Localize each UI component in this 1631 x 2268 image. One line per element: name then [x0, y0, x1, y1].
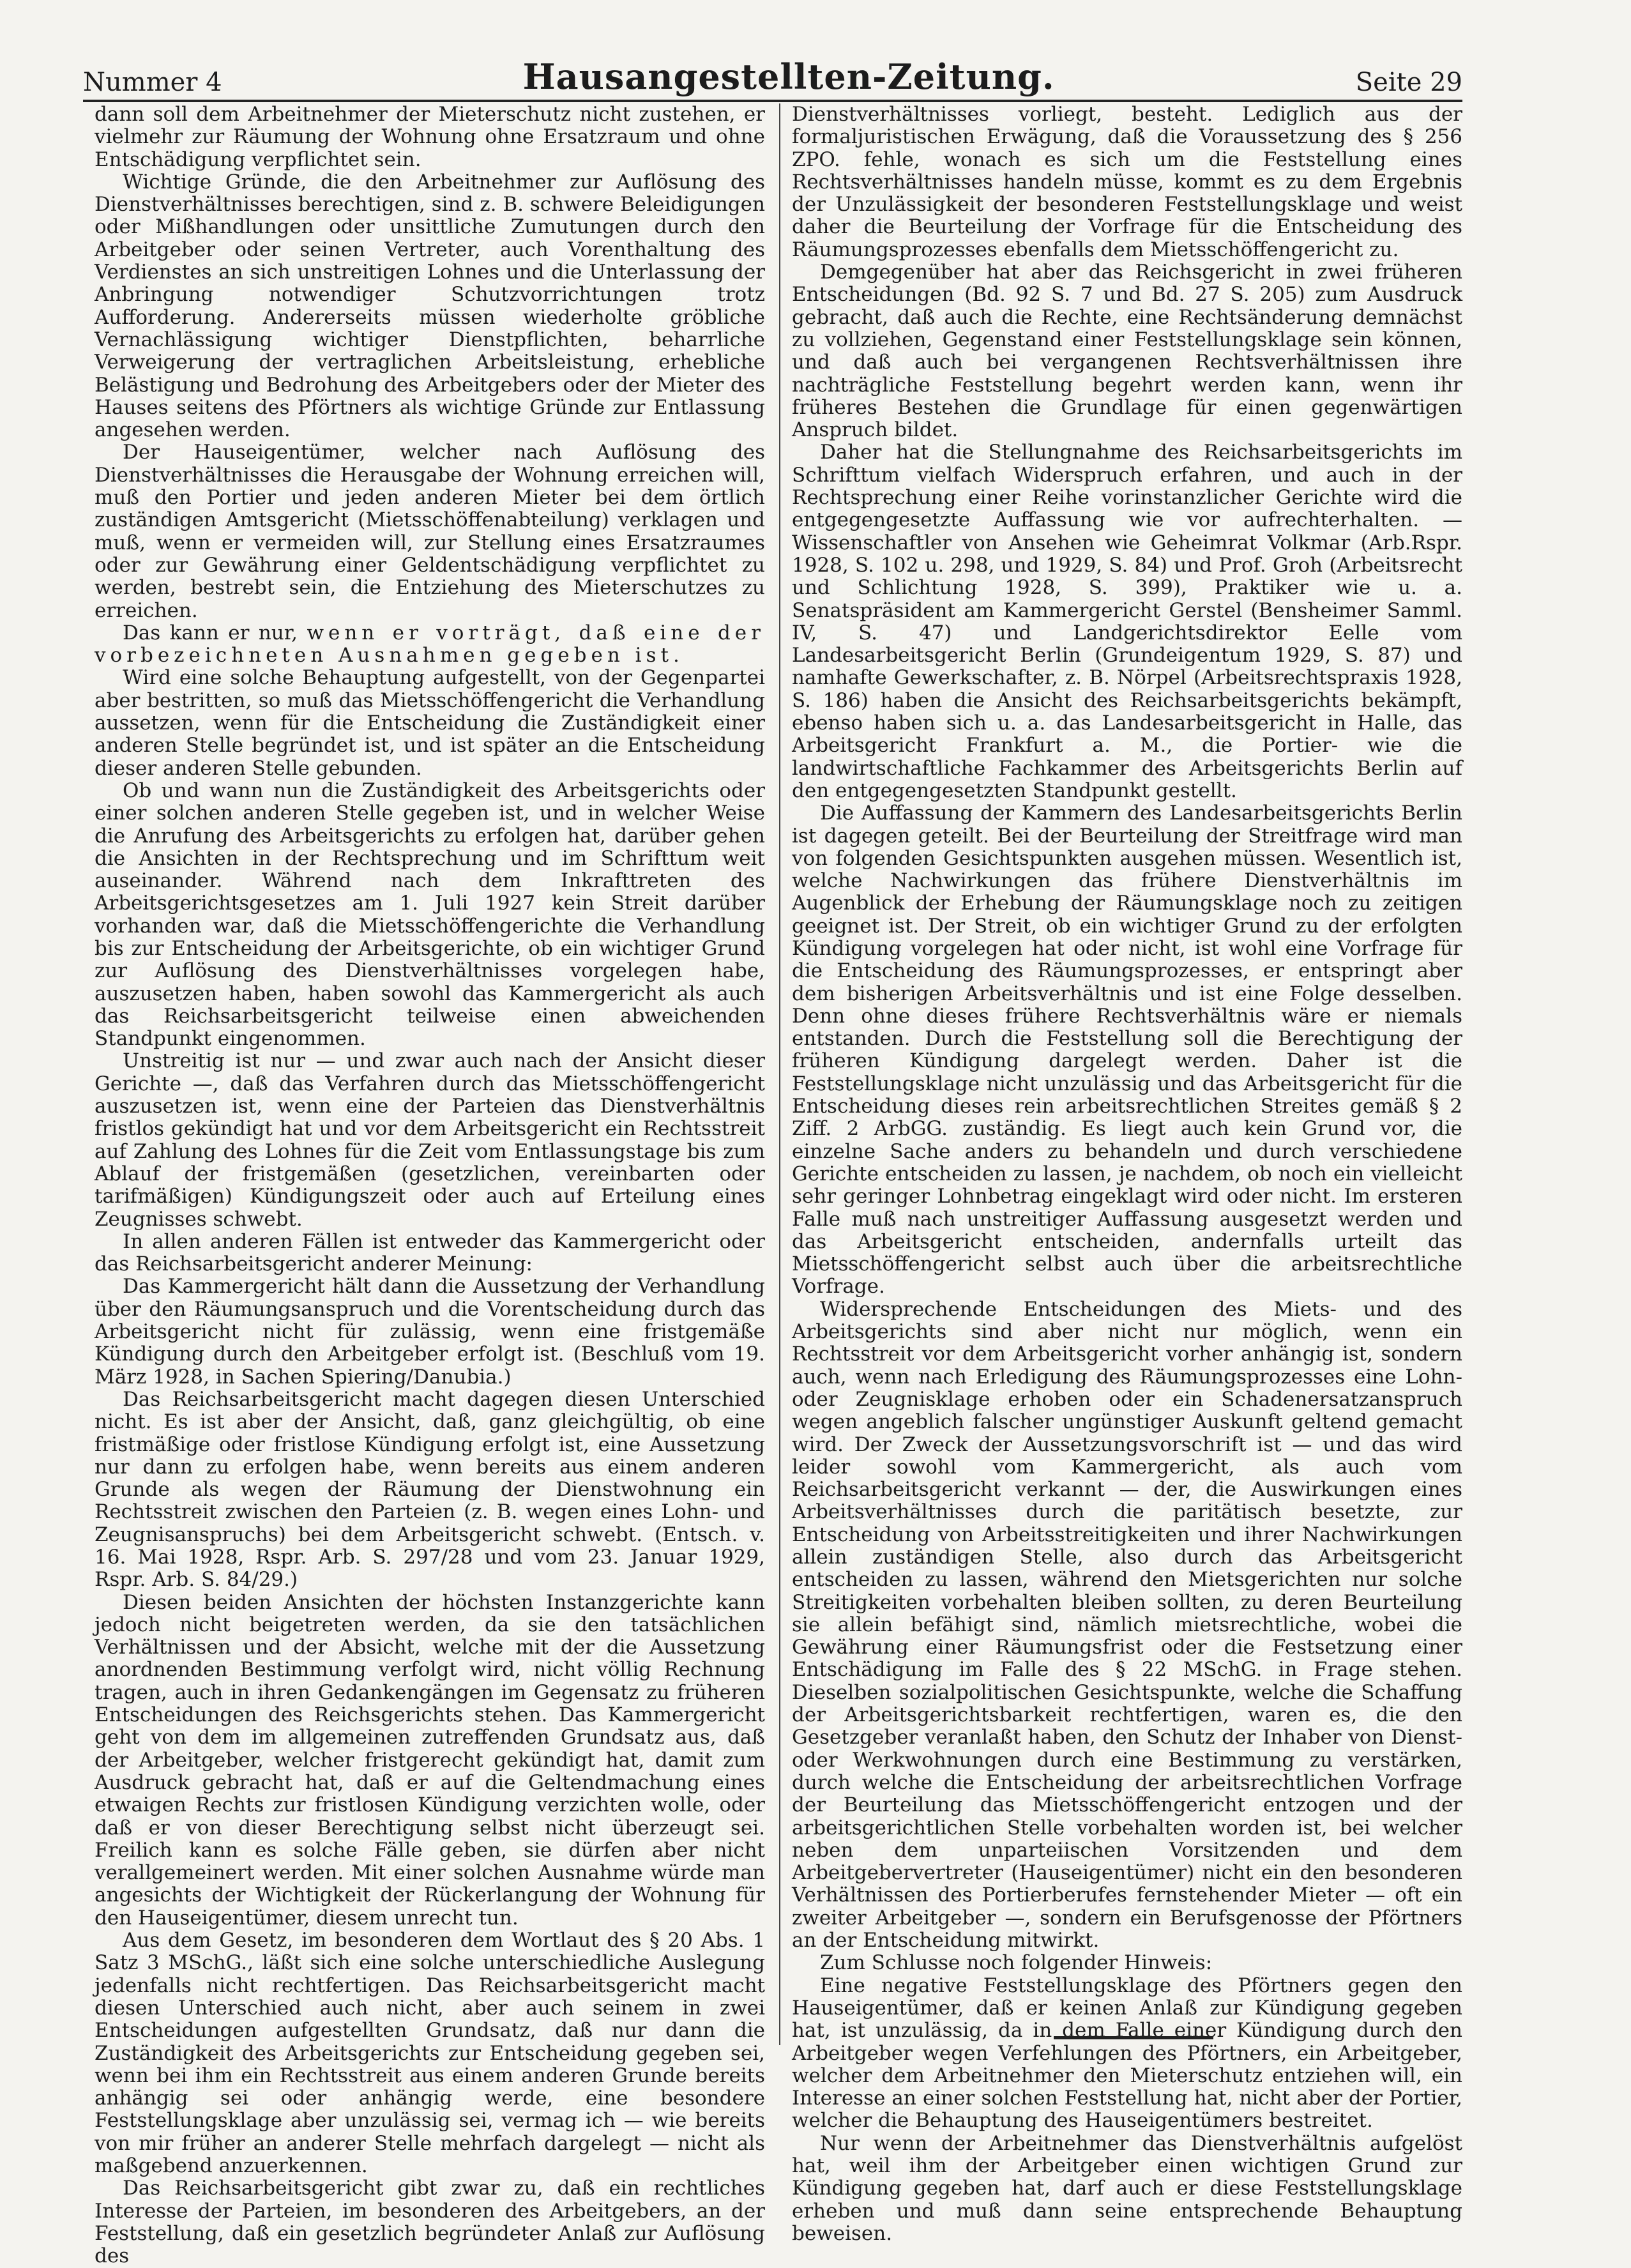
paragraph: Dienstverhältnisses vorliegt, besteht. Lediglich aus der formaljuristischen Erwägung, daß die Voraussetzung des § 256 ZPO. fehle, wonach es sich um die Feststellung eines Rechtsverhältnisses handeln müsse, kommt es zu dem Ergebnis der Unzulässigkeit der besonderen Feststellungsklage und weist daher die Beurteilung der Vorfrage für die Entscheidung des Räumungsprozesses ebenfalls dem Mietsschöffengericht zu.	[792, 103, 1462, 261]
paragraph: Die Auffassung der Kammern des Landesarbeitsgerichts Berlin ist dagegen geteilt. Bei der Beurteilung der Streitfrage wird man von folgenden Gesichtspunkten ausgehen müssen. Wesentlich ist, welche Nachwirkungen das frühere Dienstverhältnis im Augenblick der Erhebung der Räumungsklage noch zu zeitigen geeignet ist. Der Streit, ob ein wichtiger Grund zu der erfolgten Kündigung vorgelegen hat oder nicht, ist wohl eine Vorfrage für die Entscheidung des Räumungsprozesses, er entspringt aber dem bisherigen Arbeitsverhältnis und ist eine Folge desselben. Denn ohne dieses frühere Rechtsverhältnis wäre er niemals entstanden. Durch die Feststellung soll die Berechtigung der früheren Kündigung dargelegt werden. Daher ist die Feststellungsklage nicht unzulässig und das Arbeitsgericht für die Entscheidung dieses rein arbeitsrechtlichen Streites gemäß § 2 Ziff. 2 ArbGG. zuständig. Es liegt auch kein Grund vor, die einzelne Sache anders zu behandeln und durch verschiedene Gerichte entscheiden zu lassen, je nachdem, ob noch ein vielleicht sehr geringer Lohnbetrag eingeklagt wird oder nicht. Im ersteren Falle muß nach unstreitiger Auffassung ausgesetzt werden und das Arbeitsgericht entscheiden, andernfalls urteilt das Mietsschöffengericht selbst auch über die arbeitsrechtliche Vorfrage.	[792, 802, 1462, 1298]
header-rule	[83, 100, 1462, 102]
paragraph: dann soll dem Arbeitnehmer der Mieterschutz nicht zustehen, er vielmehr zur Räumung der Wohnung ohne Ersatzraum und ohne Entschädigung verpflichtet sein.	[95, 103, 765, 171]
right-column	[792, 103, 1462, 2245]
newspaper-title: Hausangestellten-Zeitung.	[522, 56, 1055, 97]
paragraph: Nur wenn der Arbeitnehmer das Dienstverhältnis aufgelöst hat, weil ihm der Arbeitgeber einen wichtigen Grund zur Kündigung gegeben hat, darf auch er diese Feststellungsklage erheben und muß dann seine entsprechende Behauptung beweisen.	[792, 2131, 1462, 2245]
paragraph: In allen anderen Fällen ist entweder das Kammergericht oder das Reichsarbeitsgericht anderer Meinung:	[95, 1229, 765, 1276]
paragraph: Unstreitig ist nur — und zwar auch nach der Ansicht dieser Gerichte —, daß das Verfahren durch das Mietsschöffengericht auszusetzen ist, wenn eine der Parteien das Dienstverhältnis fristlos gekündigt hat und vor dem Arbeitsgericht ein Rechtsstreit auf Zahlung des Lohnes für die Zeit vom Entlassungstage bis zum Ablauf der fristgemäßen (gesetzlichen, vereinbarten oder tarifmäßigen) Kündigungszeit oder auch auf Erteilung eines Zeugnisses schwebt.	[95, 1049, 765, 1231]
paragraph: Diesen beiden Ansichten der höchsten Instanzgerichte kann jedoch nicht beigetreten werden, da sie den tatsächlichen Verhältnissen und der Absicht, welche mit der die Aussetzung anordnenden Bestimmung verfolgt wird, nicht völlig Rechnung tragen, auch in ihren Gedankengängen im Gegensatz zu früheren Entscheidungen des Reichsgerichts stehen. Das Kammergericht geht von dem im allgemeinen zutreffenden Grundsatz aus, daß der Arbeitgeber, welcher fristgerecht gekündigt hat, damit zum Ausdruck gebracht hat, daß er auf die Geltendmachung eines etwaigen Rechts zur fristlosen Kündigung verzichten wolle, oder daß er von dieser Berechtigung selbst nicht überzeugt sei. Freilich kann es solche Fälle geben, sie dürfen aber nicht verallgemeinert werden. Mit einer solchen Ausnahme würde man angesichts der Wichtigkeit der Rückerlangung der Wohnung für den Hauseigentümer, diesem unrecht tun.	[95, 1590, 765, 1929]
page-number: Seite 29	[1355, 68, 1462, 97]
page-header	[83, 33, 1462, 97]
paragraph: Das Reichsarbeitsgericht gibt zwar zu, daß ein rechtliches Interesse der Parteien, im besonderen des Arbeitgebers, an der Feststellung, daß ein gesetzlich begründeter Anlaß zur Auflösung des	[95, 2177, 765, 2268]
article-end-rule	[1054, 2036, 1213, 2039]
paragraph: Das Reichsarbeitsgericht macht dagegen diesen Unterschied nicht. Es ist aber der Ansicht, daß, ganz gleichgültig, ob eine fristmäßige oder fristlose Kündigung erfolgt ist, eine Aussetzung nur dann zu erfolgen habe, wenn bereits aus einem anderen Grunde als wegen der Räumung der Dienstwohnung ein Rechtsstreit zwischen den Parteien (z. B. wegen eines Lohn- und Zeugnisanspruchs) bei dem Arbeitsgericht schwebt. (Entsch. v. 16. Mai 1928, Rspr. Arb. S. 297/28 und vom 23. Januar 1929, Rspr. Arb. S. 84/29.)	[95, 1387, 765, 1592]
left-column	[95, 103, 765, 2268]
paragraph: Widersprechende Entscheidungen des Miets- und des Arbeitsgerichts sind aber nicht nur möglich, wenn ein Rechtsstreit vor dem Arbeitsgericht vorher anhängig ist, sondern auch, wenn nach Erledigung des Räumungsprozesses eine Lohn- oder Zeugnisklage erhoben oder ein Schadenersatzanspruch wegen angeblich falscher ungünstiger Auskunft geltend gemacht wird. Der Zweck der Aussetzungsvorschrift ist — und das wird leider sowohl vom Kammergericht, als auch vom Reichsarbeitsgericht verkannt — der, die Auswirkungen eines Arbeitsverhältnisses durch die paritätisch besetzte, zur Entscheidung von Arbeitsstreitigkeiten und ihrer Nachwirkungen allein zuständigen Stelle, also durch das Arbeitsgericht entscheiden zu lassen, während den Mietsgerichten nur solche Streitigkeiten vorbehalten bleiben sollten, zu deren Beurteilung sie allein befähigt sind, nämlich mietsrechtliche, wobei die Gewährung einer Räumungsfrist oder die Festsetzung einer Entschädigung im Falle des § 22 MSchG. in Frage stehen. Dieselben sozialpolitischen Gesichtspunkte, welche die Schaffung der Arbeitsgerichtsbarkeit rechtfertigen, waren es, die den Gesetzgeber veranlaßt haben, den Schutz der Inhaber von Dienst- oder Werkwohnungen durch eine Bestimmung zu verstärken, durch welche die Entscheidung der arbeitsrechtlichen Vorfrage der Beurteilung das Mietsschöffengericht entzogen und der arbeitsgerichtlichen Stelle vorbehalten worden ist, bei welcher neben dem unparteiischen Vorsitzenden und dem Arbeitgebervertreter (Hauseigentümer) nicht ein den besonderen Verhältnissen des Portierberufes fernstehender Mieter — oft ein zweiter Arbeitgeber —, sondern ein Berufsgenosse der Pförtners an der Entscheidung mitwirkt.	[792, 1297, 1462, 1952]
paragraph: Wichtige Gründe, die den Arbeitnehmer zur Auflösung des Dienstverhältnisses berechtigen, sind z. B. schwere Beleidigungen oder Mißhandlungen oder unsittliche Zumutungen durch den Arbeitgeber oder seinen Vertreter, auch Vorenthaltung des Verdienstes an sich unstreitigen Lohnes und die Unterlassung der Anbringung notwendiger Schutzvorrichtungen trotz Aufforderung. Andererseits müssen wiederholte gröbliche Vernachlässigung wichtiger Dienstpflichten, beharrliche Verweigerung der vertraglichen Arbeitsleistung, erhebliche Belästigung und Bedrohung des Arbeitgebers oder der Mieter des Hauses seitens des Pförtners als wichtige Gründe zur Entlassung angesehen werden.	[95, 170, 765, 442]
paragraph: Wird eine solche Behauptung aufgestellt, von der Gegenpartei aber bestritten, so muß das Mietsschöffengericht die Verhandlung aussetzen, wenn für die Entscheidung die Zuständigkeit einer anderen Stelle begründet ist, und ist später an die Entscheidung dieser anderen Stelle gebunden.	[95, 666, 765, 780]
paragraph: Daher hat die Stellungnahme des Reichsarbeitsgerichts im Schrifttum vielfach Widerspruch erfahren, und auch in der Rechtsprechung einer Reihe vorinstanzlicher Gerichte wird die entgegengesetzte Auffassung wie vor aufrechterhalten. — Wissenschaftler von Ansehen wie Geheimrat Volkmar (Arb.Rspr. 1928, S. 102 u. 298, und 1929, S. 84) und Prof. Groh (Arbeitsrecht und Schlichtung 1928, S. 399), Praktiker wie u. a. Senatspräsident am Kammergericht Gerstel (Bensheimer Samml. IV, S. 47) und Landgerichtsdirektor Eelle vom Landesarbeitsgericht Berlin (Grundeigentum 1929, S. 87) und namhafte Gewerkschafter, z. B. Nörpel (Arbeitsrechtspraxis 1928, S. 186) haben die Ansicht des Reichsarbeitsgerichts bekämpft, ebenso haben sich u. a. das Landesarbeitsgericht in Halle, das Arbeitsgericht Frankfurt a. M., die Portier- wie die landwirtschaftliche Fachkammer des Arbeitsgerichts Berlin auf den entgegengesetzten Standpunkt gestellt.	[792, 441, 1462, 802]
paragraph: Eine negative Feststellungsklage des Pförtners gegen den Hauseigentümer, daß er keinen Anlaß zur Kündigung gegeben hat, ist unzulässig, da in dem Falle einer Kündigung durch den Arbeitgeber wegen Verfehlungen des Pförtners, ein Arbeitgeber, welcher dem Arbeitnehmer den Mieterschutz entziehen will, ein Interesse an einer solchen Feststellung hat, nicht aber der Portier, welcher die Behauptung des Hauseigentümers bestreitet.	[792, 1974, 1462, 2133]
paragraph: Der Hauseigentümer, welcher nach Auflösung des Dienstverhältnisses die Herausgabe der Wohnung erreichen will, muß den Portier und jeden anderen Mieter bei dem örtlich zuständigen Amtsgericht (Mietsschöffenabteilung) verklagen und muß, wenn er vermeiden will, zur Stellung eines Ersatzraumes oder zur Gewährung einer Geldentschädigung verpflichtet zu werden, bestrebt sein, die Entziehung des Mieterschutzes zu erreichen.	[95, 441, 765, 622]
emphasis-intro: Das kann er nur,	[123, 621, 307, 644]
paragraph: Das Kammergericht hält dann die Aussetzung der Verhandlung über den Räumungsanspruch und die Vorentscheidung durch das Arbeitsgericht nicht für zulässig, wenn eine fristgemäße Kündigung durch den Arbeitgeber erfolgt ist. (Beschluß vom 19. März 1928, in Sachen Spiering/Danubia.)	[95, 1275, 765, 1389]
column-divider	[779, 103, 780, 2045]
paragraph: Demgegenüber hat aber das Reichsgericht in zwei früheren Entscheidungen (Bd. 92 S. 7 und Bd. 27 S. 205) zum Ausdruck gebracht, daß auch die Rechte, eine Rechtsänderung demnächst zu vollziehen, Gegenstand einer Feststellungsklage sein können, und daß auch bei vergangenen Rechtsverhältnissen ihre nachträgliche Feststellung begehrt werden kann, wenn ihr früheres Bestehen die Grundlage für einen gegenwärtigen Anspruch bildet.	[792, 261, 1462, 442]
paragraph-emphasis	[95, 622, 765, 667]
paragraph: Zum Schlusse noch folgender Hinweis:	[820, 1951, 1213, 1975]
issue-number: Nummer 4	[83, 68, 222, 97]
paragraph: Aus dem Gesetz, im besonderen dem Wortlaut des § 20 Abs. 1 Satz 3 MSchG., läßt sich eine solche unterschiedliche Auslegung jedenfalls nicht rechtfertigen. Das Reichsarbeitsgericht macht diesen Unterschied auch nicht, aber auch seinem in zwei Entscheidungen aufgestellten Grundsatz, daß nur dann die Zuständigkeit des Arbeitsgerichts zur Entscheidung gegeben sei, wenn bei ihm ein Rechtsstreit aus einem anderen Grunde bereits anhängig sei oder anhängig werde, eine besondere Feststellungsklage aber unzulässig sei, vermag ich — wie bereits von mir früher an anderer Stelle mehrfach dargelegt — nicht als maßgebend anzuerkennen.	[95, 1929, 765, 2178]
spaced-emphasis: wenn er vorträgt, daß eine der vorbezeichneten Ausnahmen gegeben ist.	[95, 621, 765, 667]
paragraph: Ob und wann nun die Zuständigkeit des Arbeitsgerichts oder einer solchen anderen Stelle gegeben ist, und in welcher Weise die Anrufung des Arbeitsgerichts zu erfolgen hat, darüber gehen die Ansichten in der Rechtsprechung und im Schrifttum weit auseinander. Während nach dem Inkrafttreten des Arbeitsgerichtsgesetzes am 1. Juli 1927 kein Streit darüber vorhanden war, daß die Mietsschöffengerichte die Verhandlung bis zur Entscheidung der Arbeitsgerichte, ob ein wichtiger Grund zur Auflösung des Dienstverhältnisses vorgelegen habe, auszusetzen haben, haben sowohl das Kammergericht als auch das Reichsarbeitsgericht teilweise einen abweichenden Standpunkt eingenommen.	[95, 779, 765, 1051]
